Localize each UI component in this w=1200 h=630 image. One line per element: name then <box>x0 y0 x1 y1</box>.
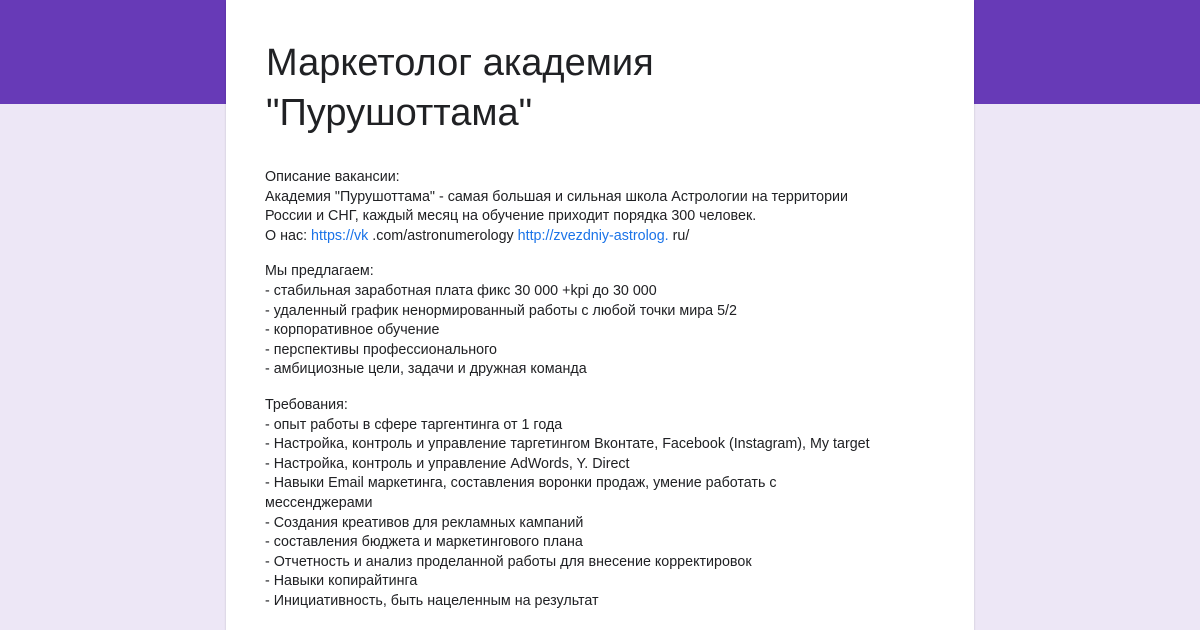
vk-link[interactable]: https://vk <box>311 227 369 244</box>
requirement-item: - опыт работы в сфере таргентинга от 1 года <box>265 416 563 433</box>
requirement-item: - Создания креативов для рекламных кампаний <box>265 514 584 531</box>
requirement-item: - Навыки копирайтинга <box>265 573 418 590</box>
form-title-line-1: Маркетолог академия <box>266 42 654 84</box>
offer-item: - стабильная заработная плата фикс 30 000 +kpi до 30 000 <box>265 282 657 299</box>
requirement-item: - Настройка, контроль и управление AdWords, Y. Direct <box>265 455 630 472</box>
requirement-item: - составления бюджета и маркетингового плана <box>265 534 583 551</box>
offer-item: - удаленный график ненормированный работы с любой точки мира 5/2 <box>265 302 737 319</box>
requirements-heading: Требования: <box>265 396 348 413</box>
form-title <box>266 38 946 138</box>
form-title-line-2: "Пурушоттама" <box>266 92 533 134</box>
description-line: России и СНГ, каждый месяц на обучение приходит порядка 300 человек. <box>265 208 757 225</box>
about-label: О нас: <box>265 227 312 244</box>
offer-item: - перспективы профессионального <box>265 341 497 358</box>
offer-item: - амбициозные цели, задачи и дружная команда <box>265 361 587 378</box>
offer-item: - корпоративное обучение <box>265 322 440 339</box>
site-link-rest: ru/ <box>668 227 690 244</box>
form-card <box>226 0 974 630</box>
requirement-item: - Отчетность и анализ проделанной работы для внесение корректировок <box>265 553 752 570</box>
requirement-item: - Инициативность, быть нацеленным на результат <box>265 592 599 609</box>
form-description <box>265 168 955 611</box>
site-link[interactable]: http://zvezdniy-astrolog. <box>517 227 669 244</box>
description-line: Академия "Пурушоттама" - самая большая и сильная школа Астрологии на территории <box>265 188 849 205</box>
description-heading: Описание вакансии: <box>265 169 400 185</box>
vk-link-rest: .com/astronumerology <box>368 227 518 244</box>
offer-heading: Мы предлагаем: <box>265 263 374 280</box>
requirement-item: мессенджерами <box>265 494 373 511</box>
requirement-item: - Навыки Email маркетинга, составления воронки продаж, умение работать с <box>265 475 777 492</box>
requirement-item: - Настройка, контроль и управление таргетингом Вконтате, Facebook (Instagram), My target <box>265 436 870 453</box>
about-line <box>265 227 955 247</box>
